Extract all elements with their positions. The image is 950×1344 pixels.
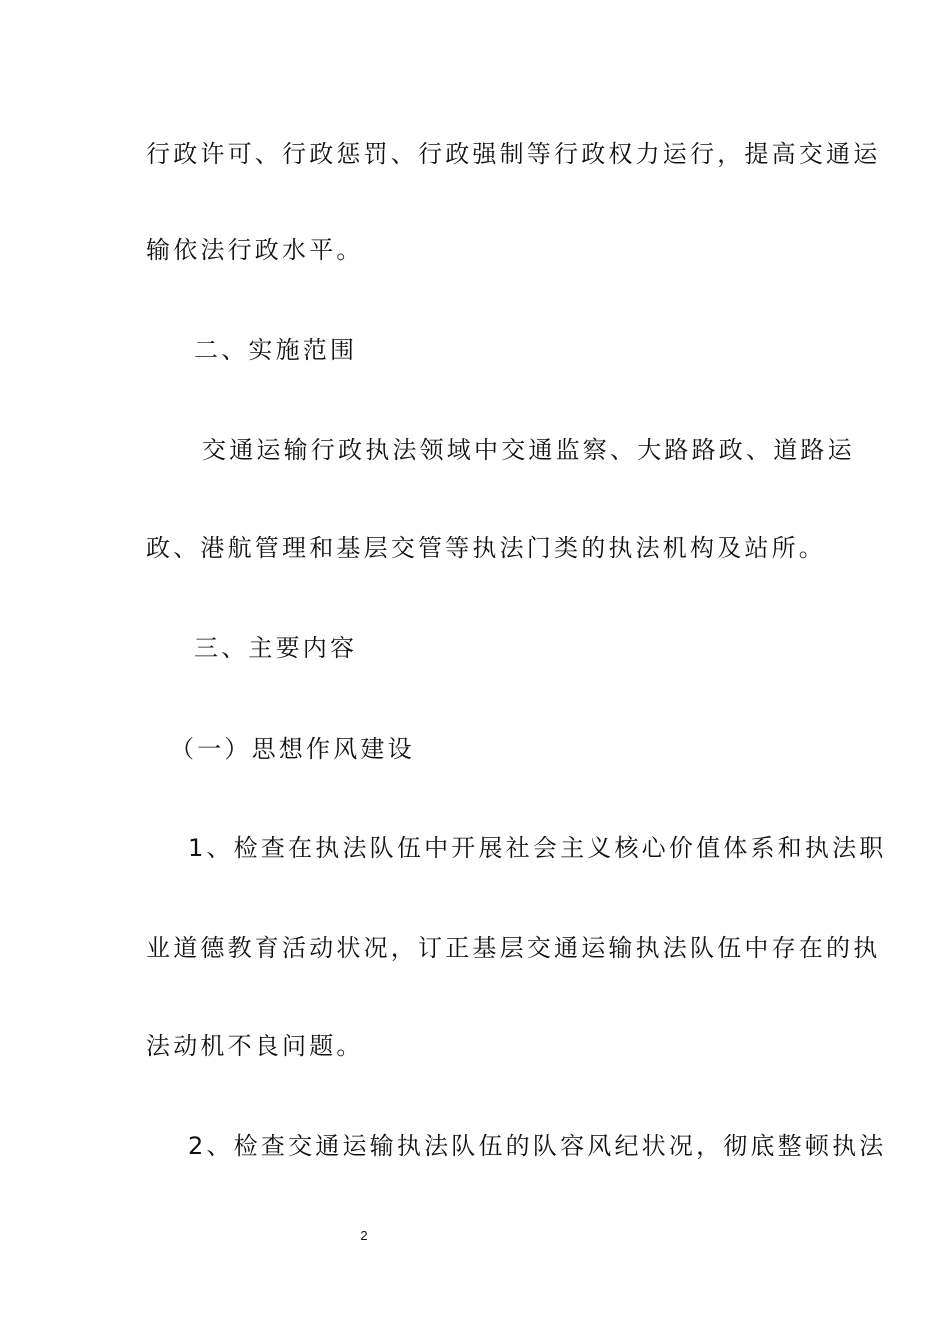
paragraph-line-continuation: 行政许可、行政惩罚、行政强制等行政权力运行，提高交通运: [146, 140, 881, 168]
item-2-line-1: 2、检查交通运输执法队伍的队容风纪状况，彻底整顿执法: [188, 1132, 887, 1160]
paragraph-line-continuation-end: 输依法行政水平。: [146, 236, 364, 264]
item-1-line-1: 1、检查在执法队伍中开展社会主义核心价值体系和执法职: [188, 834, 887, 862]
paragraph-scope-line-1: 交通运输行政执法领域中交通监察、大路路政、道路运: [202, 436, 855, 464]
subsection-heading-ideology: （一）思想作风建设: [170, 735, 415, 763]
section-heading-main-content: 三、主要内容: [194, 634, 358, 662]
section-heading-scope: 二、实施范围: [194, 336, 358, 364]
item-1-line-3: 法动机不良问题。: [146, 1032, 364, 1060]
page-number: 2: [360, 1228, 368, 1243]
paragraph-scope-line-2: 政、港航管理和基层交管等执法门类的执法机构及站所。: [146, 534, 826, 562]
item-1-line-2: 业道德教育活动状况，订正基层交通运输执法队伍中存在的执: [146, 934, 881, 962]
